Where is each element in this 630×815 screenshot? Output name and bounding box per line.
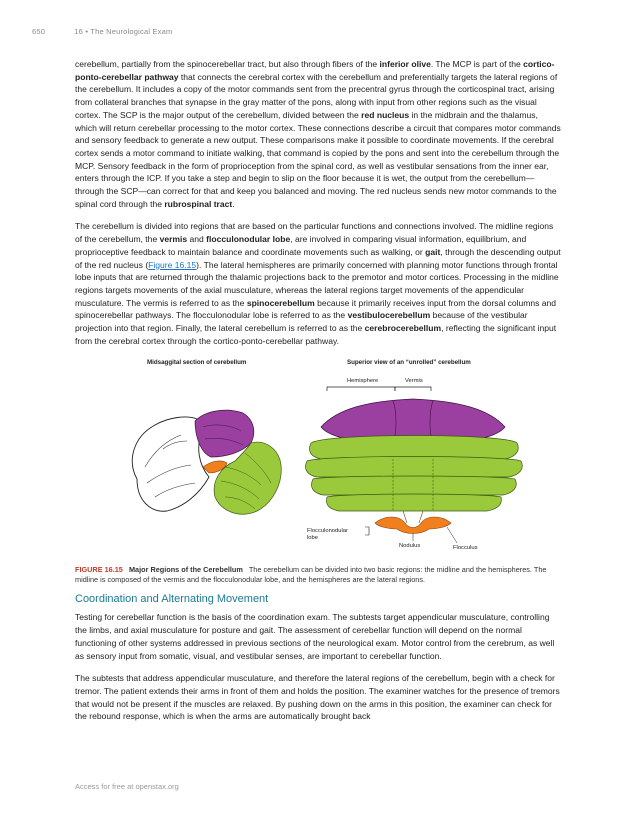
figure-caption-text: The cerebellum can be divided into two basic regions: the midline and the hemispheres. The midline is composed of the vermis and the flocculonodular lobe, and the hemispheres are the lateral regions.	[75, 565, 547, 585]
term-rubrospinal-tract: rubrospinal tract	[164, 198, 233, 209]
term-vestibulocerebellum: vestibulocerebellum	[347, 310, 431, 321]
left-figure-title: Midsaggital section of cerebellum	[147, 359, 247, 367]
term-gait: gait	[425, 246, 441, 257]
page-number: 650	[32, 27, 46, 36]
figure-caption-title: Major Regions of the Cerebellum	[128, 565, 243, 575]
flocculonodular-label-line2: lobe	[307, 535, 318, 542]
figure-link[interactable]: Figure 16.15	[148, 259, 197, 270]
term-cerebrocerebellum: cerebrocerebellum	[364, 323, 442, 334]
term-vermis: vermis	[159, 234, 188, 245]
hemisphere-band-2	[305, 457, 522, 478]
vermis-label: Vermis	[405, 378, 423, 385]
hemisphere-band-3	[311, 476, 516, 495]
flocculonodular-lobe	[375, 517, 451, 534]
term-spinocerebellum: spinocerebellum	[246, 297, 315, 308]
midsagittal-section	[132, 411, 281, 515]
cerebellum-figure	[75, 357, 562, 561]
paragraph-3: Testing for cerebellar function is the basis of the coordination exam. The subtests target appendicular musculature, controlling the limbs, and axial musculature for posture and gait. The assessment of cerebellar function will depend on the normal functioning of other systems addressed in previous sections of the neurological exam. Motor control from the cerebrum, as well as sensory input from somatic, visual, and vestibular senses, are important to cerebellar function.	[75, 612, 555, 661]
paragraph-4: The subtests that address appendicular musculature, and therefore the lateral regions of the cerebellum, begin with a check for tremor. The patient extends their arms in front of them and holds the position. The examiner watches for the presence of tremors that would not be present if the muscles are relaxed. By pushing down on the arms in this position, the examiner can check for the rebound response, which is when the arms are automatically brought back	[75, 673, 560, 722]
term-red-nucleus: red nucleus	[361, 109, 410, 120]
right-figure-title: Superior view of an “unrolled” cerebellum	[347, 359, 471, 367]
hemisphere-band-1	[309, 436, 518, 460]
term-cortico-ponto-cerebellar: cortico-ponto-cerebellar pathway	[75, 59, 555, 82]
flocculus-label: Flocculus	[453, 545, 478, 552]
footer-access-note: Access for free at openstax.org	[75, 782, 179, 791]
paragraph-2: The cerebellum is divided into regions that are based on the particular functions and connections involved. The midline regions of the cerebellum, the vermis and flocculonodular lobe, are involved in comparing visual information, equilibrium, and proprioceptive feedback to maintain balance and coordinate movements such as walking, or gait, through the descending output of the red nucleus (Figure 16.15). The lateral hemispheres are primarily concerned with planning motor functions through frontal lobe inputs that are returned through the thalamic projections back to the premotor and motor cortices. Processing in the midline regions targets movements of the axial musculature, whereas the lateral regions target movements of the appendicular musculature. The vermis is referred to as the spinocerebellum because it primarily receives input from the dorsal columns and spinocerebellar pathways. The flocculonodular lobe is referred to as the vestibulocerebellum because of the vestibular projection into that region. Finally, the lateral cerebellum is referred to as the cerebrocerebellum, reflecting the significant input from the cerebral cortex through the cortico-ponto-cerebellar pathway.	[75, 221, 561, 346]
cerebellum-illustration	[75, 357, 562, 561]
running-header	[32, 27, 172, 36]
term-flocculonodular-lobe: flocculonodular lobe	[206, 234, 291, 245]
figure-label: FIGURE 16.15	[75, 565, 123, 575]
term-inferior-olive: inferior olive	[379, 59, 431, 69]
paragraph-1: cerebellum, partially from the spinocerebellar tract, but also through fibers of the inferior olive. The MCP is part of the cortico-ponto-cerebellar pathway that connects the cerebral cortex with the cerebellum and preferentially targets the lateral regions of the cerebellum. It includes a copy of the motor commands sent from the precentral gyrus through the corticospinal tract, arising from collateral branches that synapse in the gray matter of the pons, along with input from other regions such as the visual cortex. The SCP is the major output of the cerebellum, divided between the red nucleus in the midbrain and the thalamus, which will return cerebellar processing to the motor cortex. These connections describe a circuit that compares motor commands and sensory feedback to generate a new output. These comparisons make it possible to coordinate movements. If the cerebral cortex sends a motor command to initiate walking, that command is copied by the pons and sent into the cerebellum through the MCP. Sensory feedback in the form of proprioception from the spinal cord, as well as vestibular sensations from the inner ear, enters through the ICP. If you take a step and begin to slip on the floor because it is wet, the output from the cerebellum—through the SCP—can correct for that and keep you balanced and moving. The red nucleus sends new motor commands to the spinal cord through the rubrospinal tract.	[75, 59, 561, 209]
chapter-title: 16 • The Neurological Exam	[74, 27, 173, 36]
figure-caption	[75, 565, 562, 585]
nodulus-label: Nodulus	[399, 543, 421, 550]
unrolled-cerebellum	[305, 378, 522, 551]
main-content	[75, 58, 562, 733]
flocculonodular-label-line1: Flocculonodular	[307, 528, 348, 535]
hemisphere-label: Hemisphere	[347, 378, 379, 385]
section-heading: Coordination and Alternating Movement	[75, 593, 269, 606]
hemisphere-band-4	[327, 494, 502, 511]
